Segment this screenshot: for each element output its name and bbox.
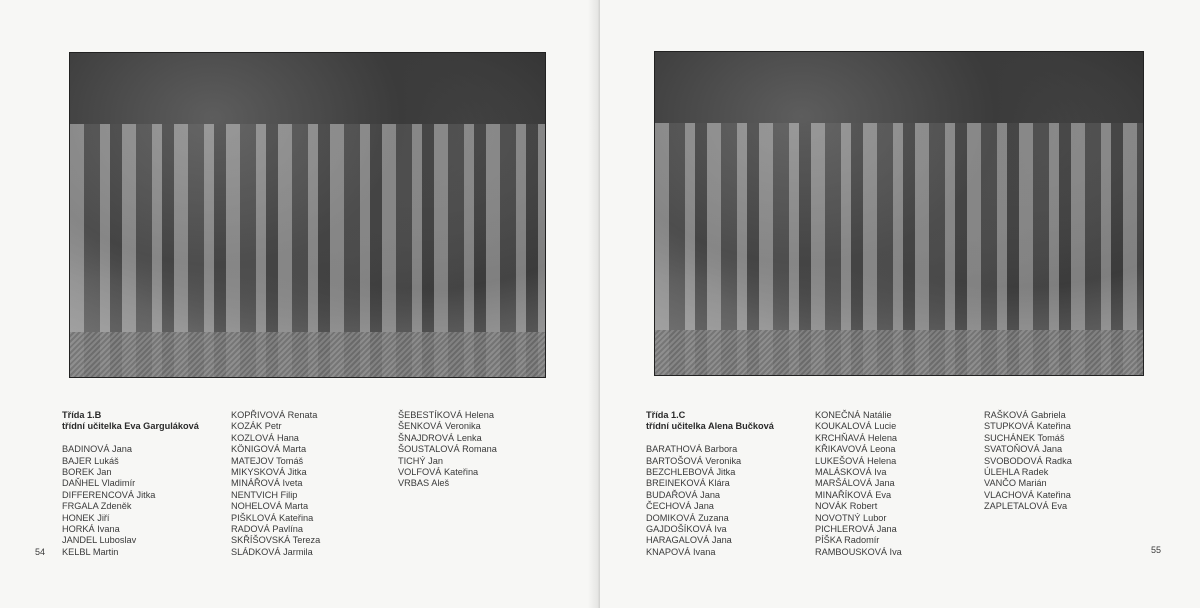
student-name: SVOBODOVÁ Radka	[984, 455, 1072, 466]
student-name: KOZLOVÁ Hana	[231, 432, 299, 443]
student-name: HONEK Jiří	[62, 512, 110, 523]
right-column-2	[815, 410, 902, 558]
student-name: KOPŘIVOVÁ Renata	[231, 410, 318, 420]
student-name: DOMIKOVÁ Zuzana	[646, 512, 729, 523]
student-name: SKŘÍŠOVSKÁ Tereza	[231, 535, 321, 546]
student-name: PÍŠKA Radomír	[815, 535, 880, 546]
student-name: SVATOŇOVÁ Jana	[984, 444, 1063, 455]
student-name: TICHÝ Jan	[398, 455, 443, 466]
student-name: KÖNIGOVÁ Marta	[231, 444, 307, 455]
right-column-3	[984, 410, 1072, 513]
student-name: KELBL Martin	[62, 546, 119, 557]
student-name: ŠEBESTÍKOVÁ Helena	[398, 410, 495, 420]
student-name: BADINOVÁ Jana	[62, 444, 132, 455]
student-name: BAJER Lukáš	[62, 455, 119, 466]
student-name: VOLFOVÁ Kateřina	[398, 466, 479, 477]
student-name: MIKYSKOVÁ Jitka	[231, 466, 307, 477]
student-name: JANDEL Luboslav	[62, 535, 137, 546]
student-name: DIFFERENCOVÁ Jitka	[62, 489, 156, 500]
teacher-name: třídní učitelka Alena Bučková	[646, 421, 774, 432]
student-name: BEZCHLEBOVÁ Jitka	[646, 466, 736, 477]
right-column-1	[646, 410, 774, 558]
left-column-1	[62, 410, 199, 558]
student-name: FRGALA Zdeněk	[62, 501, 132, 512]
student-name: NOVÁK Robert	[815, 501, 878, 512]
grass-foreground	[655, 330, 1143, 375]
student-name: KŘIKAVOVÁ Leona	[815, 444, 896, 455]
student-name: HARAGALOVÁ Jana	[646, 535, 732, 546]
student-name: RADOVÁ Pavlína	[231, 523, 303, 534]
left-column-3	[398, 410, 497, 490]
teacher-name: třídní učitelka Eva Garguláková	[62, 421, 199, 432]
student-name: BREINEKOVÁ Klára	[646, 478, 730, 489]
student-name: STUPKOVÁ Kateřina	[984, 421, 1071, 432]
left-page	[0, 0, 596, 608]
student-name: BARTOŠOVÁ Veronika	[646, 455, 742, 466]
student-name: SLÁDKOVÁ Jarmila	[231, 546, 313, 557]
student-name: ÚLEHLA Radek	[984, 466, 1049, 477]
student-name: HORKÁ Ivana	[62, 523, 120, 534]
student-name: BUDAŘOVÁ Jana	[646, 489, 721, 500]
student-name: MARŠÁLOVÁ Jana	[815, 478, 895, 489]
student-name: MINAŘÍKOVÁ Eva	[815, 489, 892, 500]
student-name: NOVOTNÝ Lubor	[815, 512, 887, 523]
student-name: MINÁŘOVÁ Iveta	[231, 478, 303, 489]
class-photo-1c	[654, 51, 1144, 376]
student-name: LUKEŠOVÁ Helena	[815, 455, 897, 466]
left-column-2	[231, 410, 320, 558]
student-name: SUCHÁNEK Tomáš	[984, 432, 1065, 443]
student-name: ŠOUSTALOVÁ Romana	[398, 444, 497, 455]
student-name: VANČO Marián	[984, 478, 1047, 489]
student-name: BARATHOVÁ Barbora	[646, 444, 738, 455]
student-name: VLACHOVÁ Kateřina	[984, 489, 1071, 500]
student-name: ŠENKOVÁ Veronika	[398, 421, 481, 432]
student-name: PICHLEROVÁ Jana	[815, 523, 897, 534]
grass-foreground	[70, 332, 545, 377]
student-name: KONEČNÁ Natálie	[815, 410, 892, 420]
class-title: Třída 1.B	[62, 410, 102, 420]
student-name: PIŠKLOVÁ Kateřina	[231, 512, 314, 523]
student-name: DAŇHEL Vladimír	[62, 478, 136, 489]
student-name: GAJDOŠÍKOVÁ Iva	[646, 523, 727, 534]
page-number-left: 54	[35, 547, 46, 557]
student-name: MATEJOV Tomáš	[231, 455, 304, 466]
student-name: NOHELOVÁ Marta	[231, 501, 309, 512]
page-number-right: 55	[1151, 545, 1162, 555]
student-name: RAŠKOVÁ Gabriela	[984, 410, 1066, 420]
student-name: KNAPOVÁ Ivana	[646, 546, 716, 557]
student-name: KOUKALOVÁ Lucie	[815, 421, 897, 432]
student-name: BOREK Jan	[62, 466, 112, 477]
student-name: KRCHŇAVÁ Helena	[815, 432, 898, 443]
class-title: Třída 1.C	[646, 410, 686, 420]
student-name: ZAPLETALOVÁ Eva	[984, 501, 1068, 512]
student-name: NENTVICH Filip	[231, 489, 298, 500]
class-photo-1b	[69, 52, 546, 378]
student-name: ČECHOVÁ Jana	[646, 501, 714, 512]
student-name: ŠNAJDROVÁ Lenka	[398, 432, 482, 443]
student-name: MALÁSKOVÁ Iva	[815, 466, 887, 477]
student-name: VRBAS Aleš	[398, 478, 450, 489]
student-name: RAMBOUSKOVÁ Iva	[815, 546, 902, 557]
student-name: KOZÁK Petr	[231, 421, 282, 432]
